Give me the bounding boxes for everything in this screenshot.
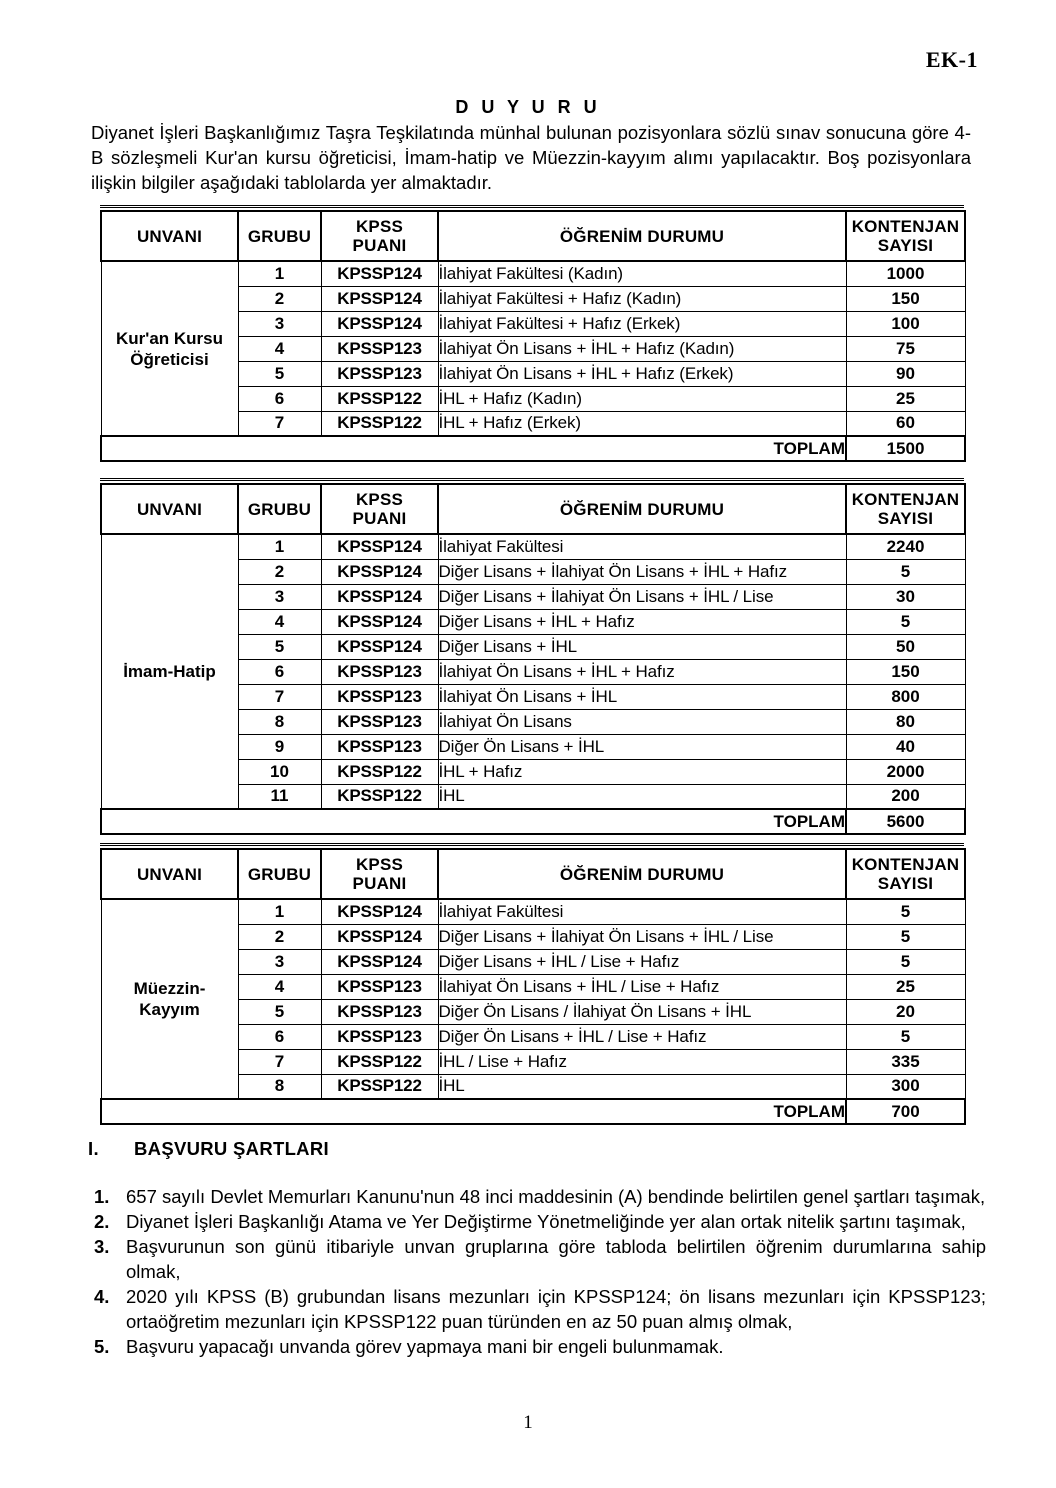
cell-kpss-puani: KPSSP124 — [321, 261, 438, 286]
total-value: 700 — [846, 1099, 965, 1124]
requirement-item — [88, 1234, 986, 1284]
quota-table-muezzin-kayyim — [100, 843, 964, 1125]
cell-grubu: 7 — [238, 1049, 321, 1074]
total-label: TOPLAM — [101, 809, 846, 834]
cell-ogrenim-durumu: Diğer Lisans + İlahiyat Ön Lisans + İHL / Lise — [438, 924, 846, 949]
cell-grubu: 1 — [238, 534, 321, 559]
column-header-ogrenim-durumu: ÖĞRENİM DURUMU — [438, 484, 846, 534]
intro-paragraph: Diyanet İşleri Başkanlığımız Taşra Teşkilatında münhal bulunan pozisyonlara sözlü sınav sonucuna göre 4-B sözleşmeli Kur'an kursu öğreticisi, İmam-hatip ve Müezzin-kayyım alımı yapılacaktır. Boş pozisyonlara ilişkin bilgiler aşağıdaki tablolarda yer almaktadır. — [91, 122, 971, 193]
cell-kontenjan-sayisi: 40 — [846, 734, 965, 759]
cell-grubu: 2 — [238, 286, 321, 311]
cell-kontenjan-sayisi: 30 — [846, 584, 965, 609]
cell-kontenjan-sayisi: 5 — [846, 899, 965, 924]
cell-ogrenim-durumu: İHL + Hafız — [438, 759, 846, 784]
cell-kontenjan-sayisi: 1000 — [846, 261, 965, 286]
requirement-text: Diyanet İşleri Başkanlığı Atama ve Yer Değiştirme Yönetmeliğinde yer alan ortak nitelik şartını taşımak, — [126, 1211, 966, 1232]
cell-unvani: İmam-Hatip — [101, 534, 238, 809]
cell-ogrenim-durumu: Diğer Ön Lisans + İHL / Lise + Hafız — [438, 1024, 846, 1049]
table-total-row — [101, 1099, 965, 1124]
cell-grubu: 4 — [238, 974, 321, 999]
requirement-text: 657 sayılı Devlet Memurları Kanunu'nun 48 inci maddesinin (A) bendinde belirtilen genel şartları taşımak, — [126, 1186, 986, 1207]
cell-grubu: 1 — [238, 899, 321, 924]
quota-table — [100, 210, 966, 462]
total-label: TOPLAM — [101, 436, 846, 461]
cell-grubu: 11 — [238, 784, 321, 809]
table-total-row — [101, 436, 965, 461]
cell-ogrenim-durumu: Diğer Lisans + İHL — [438, 634, 846, 659]
section-heading-basvuru-sartlari — [88, 1138, 329, 1160]
cell-kontenjan-sayisi: 25 — [846, 386, 965, 411]
cell-ogrenim-durumu: Diğer Ön Lisans + İHL — [438, 734, 846, 759]
cell-kontenjan-sayisi: 150 — [846, 286, 965, 311]
cell-kontenjan-sayisi: 2000 — [846, 759, 965, 784]
cell-unvani: Müezzin- Kayyım — [101, 899, 238, 1099]
column-header-unvani: UNVANI — [101, 849, 238, 899]
cell-ogrenim-durumu: İlahiyat Ön Lisans + İHL + Hafız (Erkek) — [438, 361, 846, 386]
table-row — [101, 261, 965, 286]
cell-kontenjan-sayisi: 5 — [846, 1024, 965, 1049]
requirement-text: Başvurunun son günü itibariyle unvan gruplarına göre tabloda belirtilen öğrenim durumlarına sahip olmak, — [126, 1236, 986, 1282]
requirement-number: 5. — [94, 1336, 110, 1357]
cell-kontenjan-sayisi: 5 — [846, 949, 965, 974]
total-value: 5600 — [846, 809, 965, 834]
cell-ogrenim-durumu: İlahiyat Ön Lisans — [438, 709, 846, 734]
cell-kpss-puani: KPSSP124 — [321, 634, 438, 659]
cell-ogrenim-durumu: İlahiyat Fakültesi + Hafız (Kadın) — [438, 286, 846, 311]
cell-grubu: 7 — [238, 684, 321, 709]
cell-grubu: 7 — [238, 411, 321, 436]
requirement-number: 3. — [94, 1236, 110, 1257]
cell-kontenjan-sayisi: 90 — [846, 361, 965, 386]
cell-grubu: 5 — [238, 634, 321, 659]
cell-grubu: 10 — [238, 759, 321, 784]
cell-ogrenim-durumu: Diğer Lisans + İlahiyat Ön Lisans + İHL / Lise — [438, 584, 846, 609]
cell-kpss-puani: KPSSP123 — [321, 659, 438, 684]
requirement-item — [88, 1184, 986, 1209]
requirement-number: 2. — [94, 1211, 110, 1232]
cell-kpss-puani: KPSSP122 — [321, 386, 438, 411]
column-header-kontenjan-sayisi: KONTENJAN SAYISI — [846, 211, 965, 261]
cell-ogrenim-durumu: İlahiyat Fakültesi + Hafız (Erkek) — [438, 311, 846, 336]
requirement-text: 2020 yılı KPSS (B) grubundan lisans mezunları için KPSSP124; ön lisans mezunları için KPSSP123; ortaöğretim mezunları için KPSSP122 puan türünden en az 50 puan almış olmak, — [126, 1286, 986, 1332]
cell-grubu: 6 — [238, 1024, 321, 1049]
cell-grubu: 8 — [238, 1074, 321, 1099]
cell-ogrenim-durumu: İlahiyat Fakültesi (Kadın) — [438, 261, 846, 286]
cell-kpss-puani: KPSSP123 — [321, 709, 438, 734]
column-header-kpss-puani: KPSS PUANI — [321, 211, 438, 261]
total-value: 1500 — [846, 436, 965, 461]
cell-kontenjan-sayisi: 5 — [846, 609, 965, 634]
requirement-text: Başvuru yapacağı unvanda görev yapmaya mani bir engeli bulunmamak. — [126, 1336, 724, 1357]
table-header-row — [101, 849, 965, 899]
cell-ogrenim-durumu: İHL + Hafız (Kadın) — [438, 386, 846, 411]
cell-kontenjan-sayisi: 5 — [846, 559, 965, 584]
column-header-kpss-puani: KPSS PUANI — [321, 849, 438, 899]
cell-unvani: Kur'an Kursu Öğreticisi — [101, 261, 238, 436]
column-header-grubu: GRUBU — [238, 849, 321, 899]
column-header-ogrenim-durumu: ÖĞRENİM DURUMU — [438, 849, 846, 899]
annex-label: EK-1 — [925, 47, 978, 72]
cell-kpss-puani: KPSSP122 — [321, 1049, 438, 1074]
cell-kpss-puani: KPSSP123 — [321, 974, 438, 999]
cell-grubu: 3 — [238, 949, 321, 974]
cell-kpss-puani: KPSSP122 — [321, 784, 438, 809]
cell-kpss-puani: KPSSP124 — [321, 949, 438, 974]
cell-grubu: 5 — [238, 361, 321, 386]
cell-ogrenim-durumu: İlahiyat Ön Lisans + İHL / Lise + Hafız — [438, 974, 846, 999]
cell-kontenjan-sayisi: 60 — [846, 411, 965, 436]
cell-kpss-puani: KPSSP122 — [321, 1074, 438, 1099]
cell-ogrenim-durumu: İHL + Hafız (Erkek) — [438, 411, 846, 436]
quota-table-kuran-kursu — [100, 205, 964, 462]
cell-kontenjan-sayisi: 50 — [846, 634, 965, 659]
requirement-number: 1. — [94, 1186, 110, 1207]
cell-kontenjan-sayisi: 100 — [846, 311, 965, 336]
cell-kontenjan-sayisi: 300 — [846, 1074, 965, 1099]
cell-kpss-puani: KPSSP123 — [321, 684, 438, 709]
table-header-row — [101, 211, 965, 261]
column-header-kpss-puani: KPSS PUANI — [321, 484, 438, 534]
cell-kpss-puani: KPSSP123 — [321, 336, 438, 361]
cell-kontenjan-sayisi: 75 — [846, 336, 965, 361]
section-numeral: I. — [88, 1138, 99, 1159]
requirements-list — [88, 1184, 986, 1359]
cell-grubu: 1 — [238, 261, 321, 286]
cell-ogrenim-durumu: Diğer Ön Lisans / İlahiyat Ön Lisans + İHL — [438, 999, 846, 1024]
cell-kpss-puani: KPSSP124 — [321, 924, 438, 949]
cell-ogrenim-durumu: İlahiyat Ön Lisans + İHL + Hafız — [438, 659, 846, 684]
page-number: 1 — [523, 1412, 533, 1433]
cell-kpss-puani: KPSSP122 — [321, 759, 438, 784]
cell-ogrenim-durumu: İlahiyat Fakültesi — [438, 534, 846, 559]
total-label: TOPLAM — [101, 1099, 846, 1124]
cell-grubu: 9 — [238, 734, 321, 759]
cell-ogrenim-durumu: İHL — [438, 1074, 846, 1099]
cell-kpss-puani: KPSSP124 — [321, 311, 438, 336]
column-header-unvani: UNVANI — [101, 211, 238, 261]
column-header-kontenjan-sayisi: KONTENJAN SAYISI — [846, 484, 965, 534]
cell-grubu: 4 — [238, 609, 321, 634]
quota-table-imam-hatip — [100, 478, 964, 835]
cell-kontenjan-sayisi: 25 — [846, 974, 965, 999]
cell-grubu: 3 — [238, 311, 321, 336]
cell-kpss-puani: KPSSP123 — [321, 734, 438, 759]
cell-grubu: 2 — [238, 924, 321, 949]
cell-kontenjan-sayisi: 80 — [846, 709, 965, 734]
cell-ogrenim-durumu: İlahiyat Ön Lisans + İHL + Hafız (Kadın) — [438, 336, 846, 361]
cell-grubu: 6 — [238, 386, 321, 411]
cell-kpss-puani: KPSSP123 — [321, 999, 438, 1024]
cell-kpss-puani: KPSSP124 — [321, 899, 438, 924]
column-header-grubu: GRUBU — [238, 484, 321, 534]
cell-grubu: 2 — [238, 559, 321, 584]
cell-ogrenim-durumu: Diğer Lisans + İHL + Hafız — [438, 609, 846, 634]
cell-kpss-puani: KPSSP124 — [321, 559, 438, 584]
cell-kontenjan-sayisi: 2240 — [846, 534, 965, 559]
cell-kontenjan-sayisi: 200 — [846, 784, 965, 809]
table-header-row — [101, 484, 965, 534]
cell-grubu: 6 — [238, 659, 321, 684]
cell-ogrenim-durumu: İlahiyat Ön Lisans + İHL — [438, 684, 846, 709]
cell-kpss-puani: KPSSP123 — [321, 1024, 438, 1049]
cell-ogrenim-durumu: İHL — [438, 784, 846, 809]
cell-kontenjan-sayisi: 335 — [846, 1049, 965, 1074]
cell-kontenjan-sayisi: 5 — [846, 924, 965, 949]
cell-kontenjan-sayisi: 20 — [846, 999, 965, 1024]
table-row — [101, 534, 965, 559]
quota-table — [100, 848, 966, 1125]
cell-kpss-puani: KPSSP123 — [321, 361, 438, 386]
cell-ogrenim-durumu: İlahiyat Fakültesi — [438, 899, 846, 924]
cell-ogrenim-durumu: İHL / Lise + Hafız — [438, 1049, 846, 1074]
cell-kpss-puani: KPSSP124 — [321, 534, 438, 559]
cell-kontenjan-sayisi: 150 — [846, 659, 965, 684]
requirement-item — [88, 1284, 986, 1334]
cell-grubu: 8 — [238, 709, 321, 734]
document-title: D U Y U R U — [455, 97, 601, 117]
table-row — [101, 899, 965, 924]
cell-ogrenim-durumu: Diğer Lisans + İlahiyat Ön Lisans + İHL + Hafız — [438, 559, 846, 584]
column-header-unvani: UNVANI — [101, 484, 238, 534]
cell-grubu: 4 — [238, 336, 321, 361]
column-header-kontenjan-sayisi: KONTENJAN SAYISI — [846, 849, 965, 899]
quota-table — [100, 483, 966, 835]
requirement-item — [88, 1209, 986, 1234]
column-header-ogrenim-durumu: ÖĞRENİM DURUMU — [438, 211, 846, 261]
cell-kpss-puani: KPSSP124 — [321, 584, 438, 609]
cell-ogrenim-durumu: Diğer Lisans + İHL / Lise + Hafız — [438, 949, 846, 974]
cell-kpss-puani: KPSSP124 — [321, 286, 438, 311]
requirement-number: 4. — [94, 1286, 110, 1307]
cell-kpss-puani: KPSSP122 — [321, 411, 438, 436]
column-header-grubu: GRUBU — [238, 211, 321, 261]
requirement-item — [88, 1334, 986, 1359]
cell-kpss-puani: KPSSP124 — [321, 609, 438, 634]
cell-kontenjan-sayisi: 800 — [846, 684, 965, 709]
cell-grubu: 5 — [238, 999, 321, 1024]
section-heading-text: BAŞVURU ŞARTLARI — [134, 1138, 329, 1159]
cell-grubu: 3 — [238, 584, 321, 609]
table-total-row — [101, 809, 965, 834]
